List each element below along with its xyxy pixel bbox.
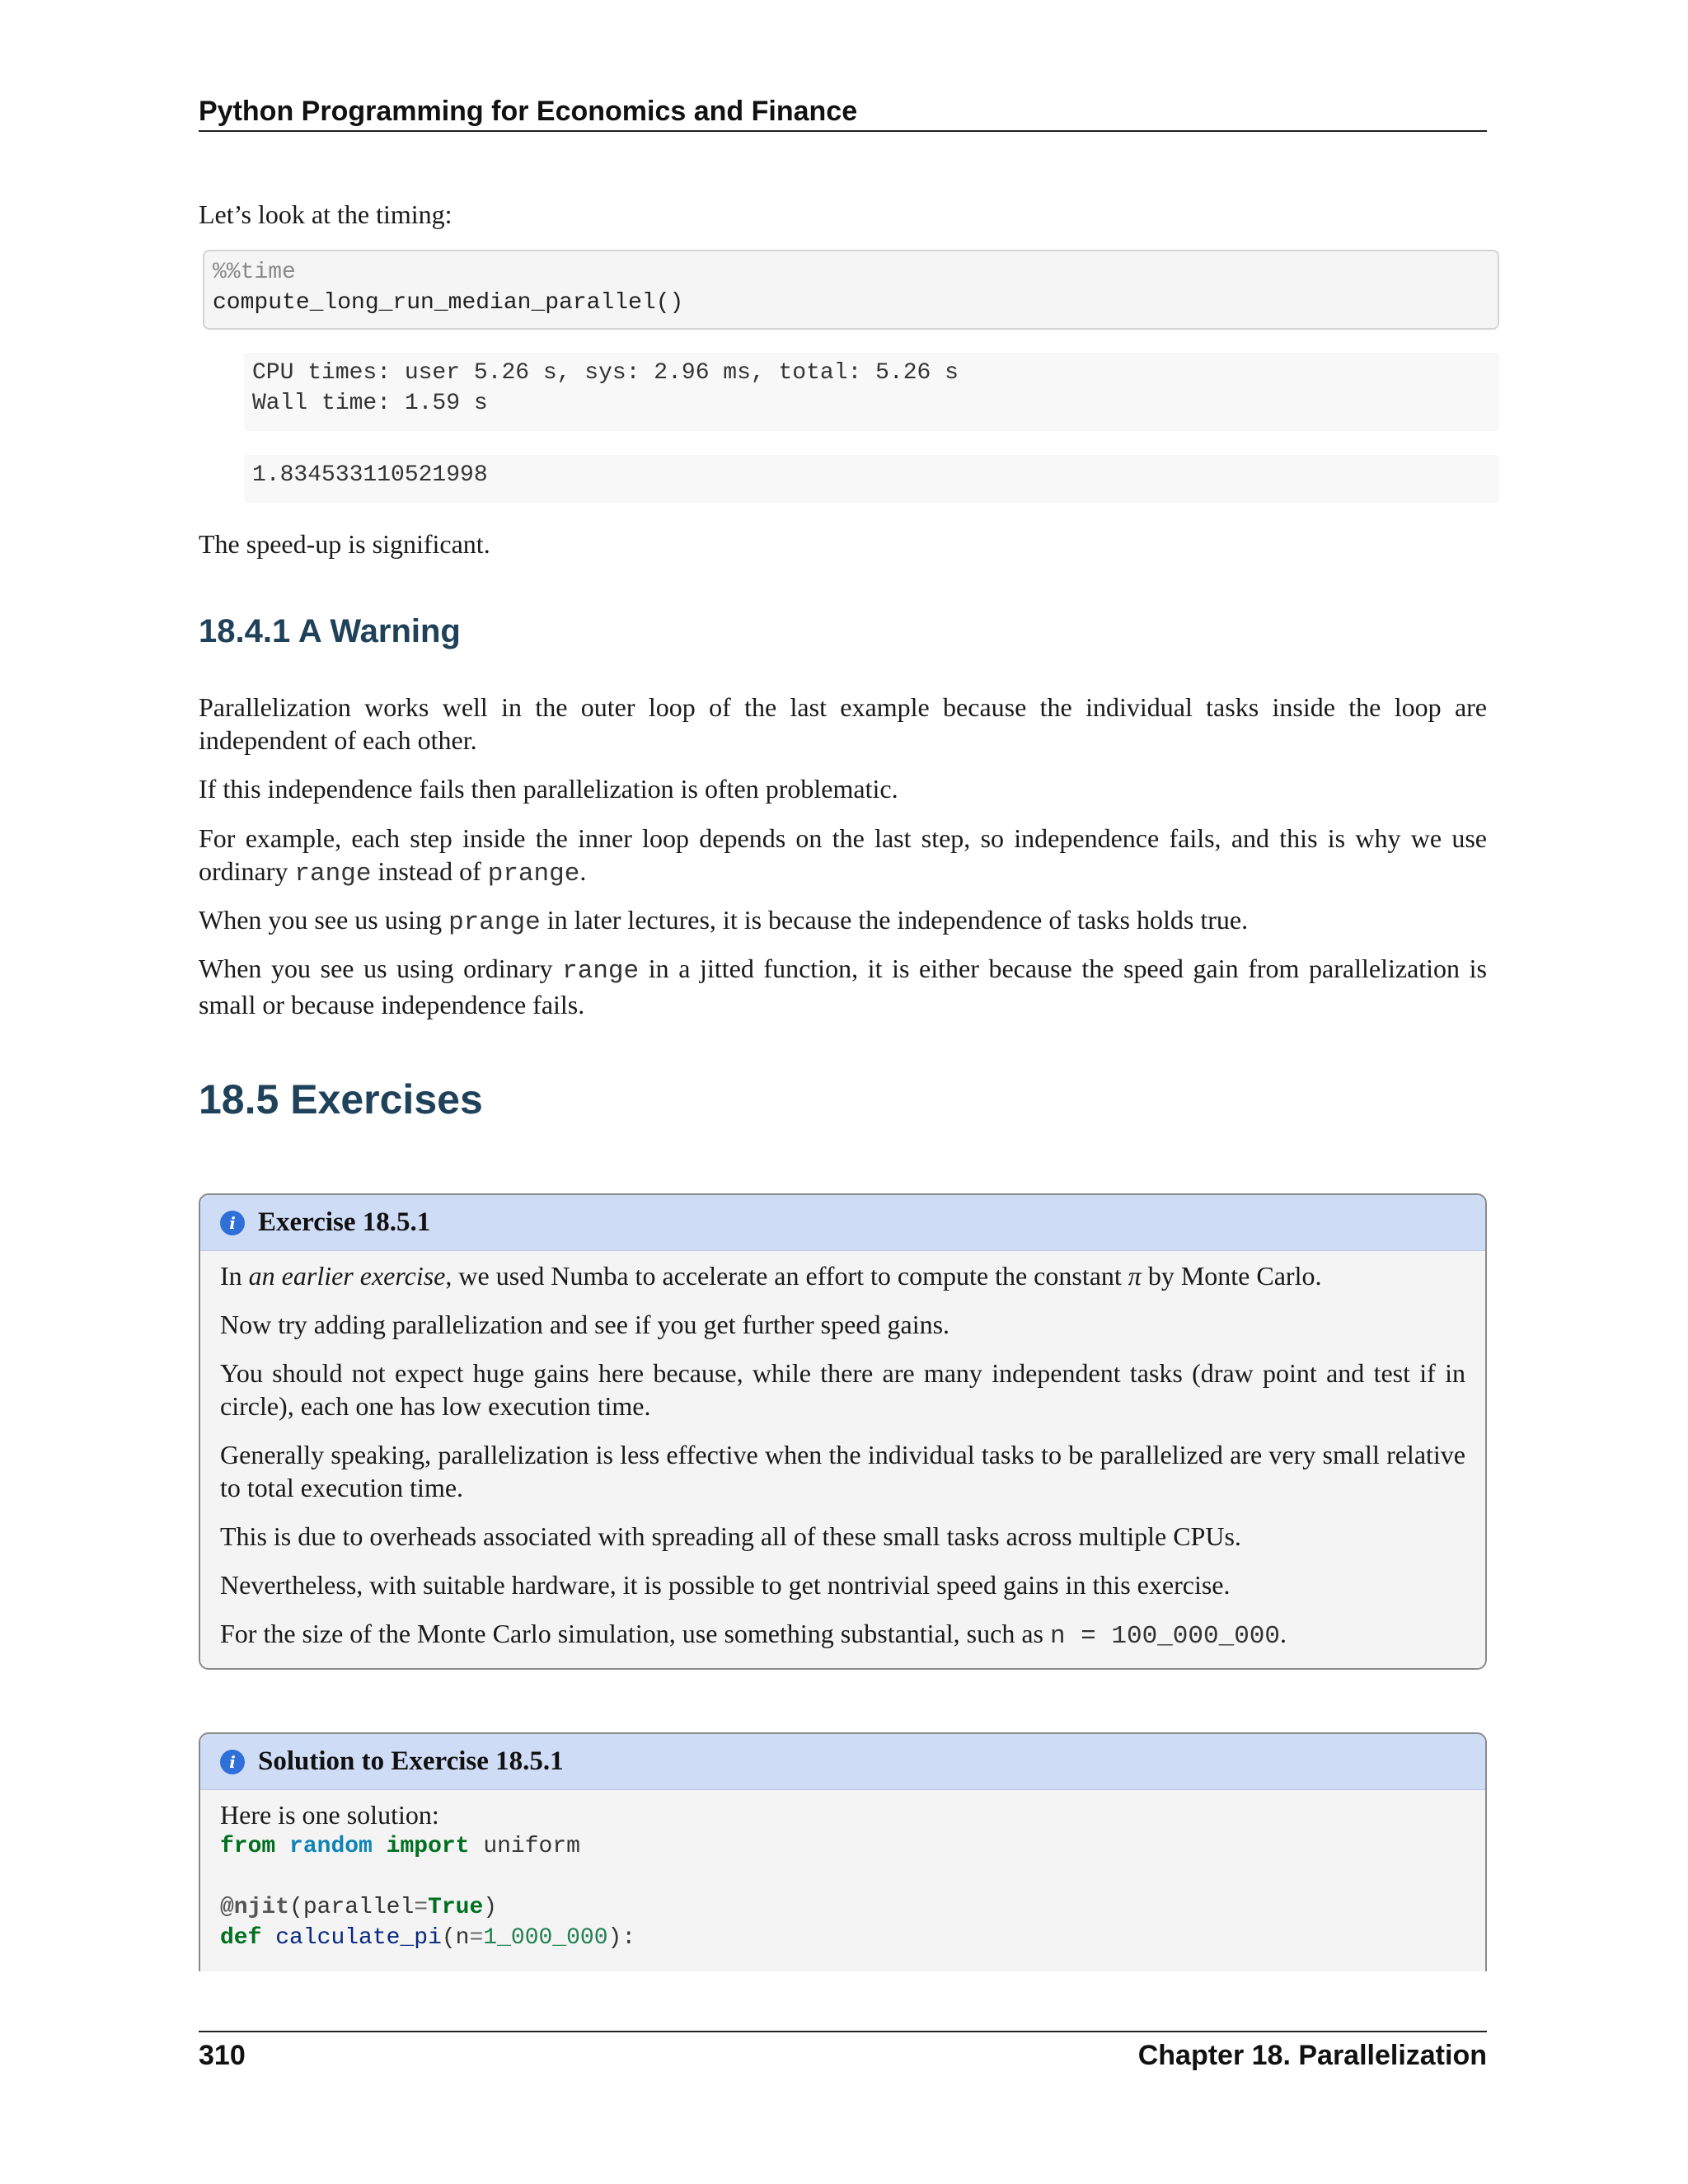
solution-header[interactable] (200, 1734, 1485, 1790)
output-cpu-times: CPU times: user 5.26 s, sys: 2.96 ms, total: 5.26 s (252, 360, 959, 386)
exercise-admonition (199, 1193, 1487, 1670)
inline-code-prange: prange (448, 908, 541, 937)
code-cell-output (244, 353, 1499, 431)
exercise-paragraph-6: Nevertheless, with suitable hardware, it is possible to get nontrivial speed gains in this exercise. (220, 1570, 1231, 1600)
exercise-title: Exercise 18.5.1 (258, 1207, 431, 1237)
warning-paragraph-1: Parallelization works well in the outer loop of the last example because the individual tasks inside the loop are independent of each other. (199, 692, 1487, 755)
warning-paragraph-5: When you see us using ordinary range in a jitted function, it is either because the speed gain from parallelization is small or because independence fails. (199, 954, 1488, 1019)
page-number: 310 (199, 2040, 246, 2071)
warning-paragraph-3: For example, each step inside the inner loop depends on the last step, so independence fails, and this is why we use ordinary range instead of prange. (199, 823, 1487, 888)
speedup-paragraph: The speed-up is significant. (199, 529, 490, 559)
cell-magic: %%time (213, 260, 296, 285)
earlier-exercise-link[interactable]: an earlier exercise (248, 1261, 446, 1291)
section-heading-warning: 18.4.1 A Warning (199, 613, 461, 649)
exercise-paragraph-7: For the size of the Monte Carlo simulation, use something substantial, such as n = 100_000_000. (220, 1619, 1287, 1651)
solution-admonition (199, 1732, 1487, 1971)
chapter-title: Chapter 18. Parallelization (1137, 2040, 1487, 2071)
exercise-header (200, 1195, 1485, 1251)
running-header (199, 92, 1487, 132)
exercise-paragraph-3: You should not expect huge gains here because, while there are many independent tasks (draw point and test if in circle), each one has low execution time. (220, 1358, 1465, 1421)
solution-intro: Here is one solution: (220, 1800, 439, 1830)
warning-paragraph-4: When you see us using prange in later lectures, it is because the independence of tasks holds true. (199, 905, 1249, 937)
exercise-body (200, 1251, 1485, 1653)
exercise-paragraph-4: Generally speaking, parallelization is less effective when the individual tasks to be parallelized are very small relative to total execution time. (220, 1440, 1465, 1502)
inline-code-range: range (294, 860, 372, 888)
code-cell-input[interactable] (203, 250, 1499, 330)
inline-code-range: range (562, 957, 640, 986)
warning-paragraph-2: If this independence fails then parallelization is often problematic. (199, 774, 898, 804)
exercise-paragraph-2: Now try adding parallelization and see if you get further speed gains. (220, 1310, 950, 1339)
solution-code[interactable]: from random import uniform @njit(parallel=True) def calculate_pi(n=1_000_000): (220, 1834, 636, 1951)
code-cell-result (244, 455, 1499, 503)
info-icon: i (220, 1750, 245, 1774)
running-footer (199, 2031, 1487, 2079)
cell-call: compute_long_run_median_parallel() (213, 290, 684, 316)
exercise-paragraph-1: In an earlier exercise, we used Numba to accelerate an effort to compute the constant π by Monte Carlo. (220, 1261, 1322, 1291)
output-wall-time: Wall time: 1.59 s (252, 391, 488, 416)
inline-code-prange: prange (487, 860, 580, 888)
book-title: Python Programming for Economics and Finance (199, 96, 858, 127)
result-value: 1.834533110521998 (252, 462, 488, 488)
info-icon: i (220, 1211, 245, 1235)
solution-title: Solution to Exercise 18.5.1 (258, 1746, 564, 1776)
inline-code-n: n = 100_000_000 (1049, 1622, 1281, 1651)
section-heading-exercises: 18.5 Exercises (199, 1076, 483, 1122)
pi-symbol: π (1128, 1261, 1142, 1291)
solution-body (200, 1790, 1485, 1953)
timing-intro: Let’s look at the timing: (199, 199, 452, 229)
exercise-paragraph-5: This is due to overheads associated with spreading all of these small tasks across multiple CPUs. (220, 1521, 1241, 1551)
